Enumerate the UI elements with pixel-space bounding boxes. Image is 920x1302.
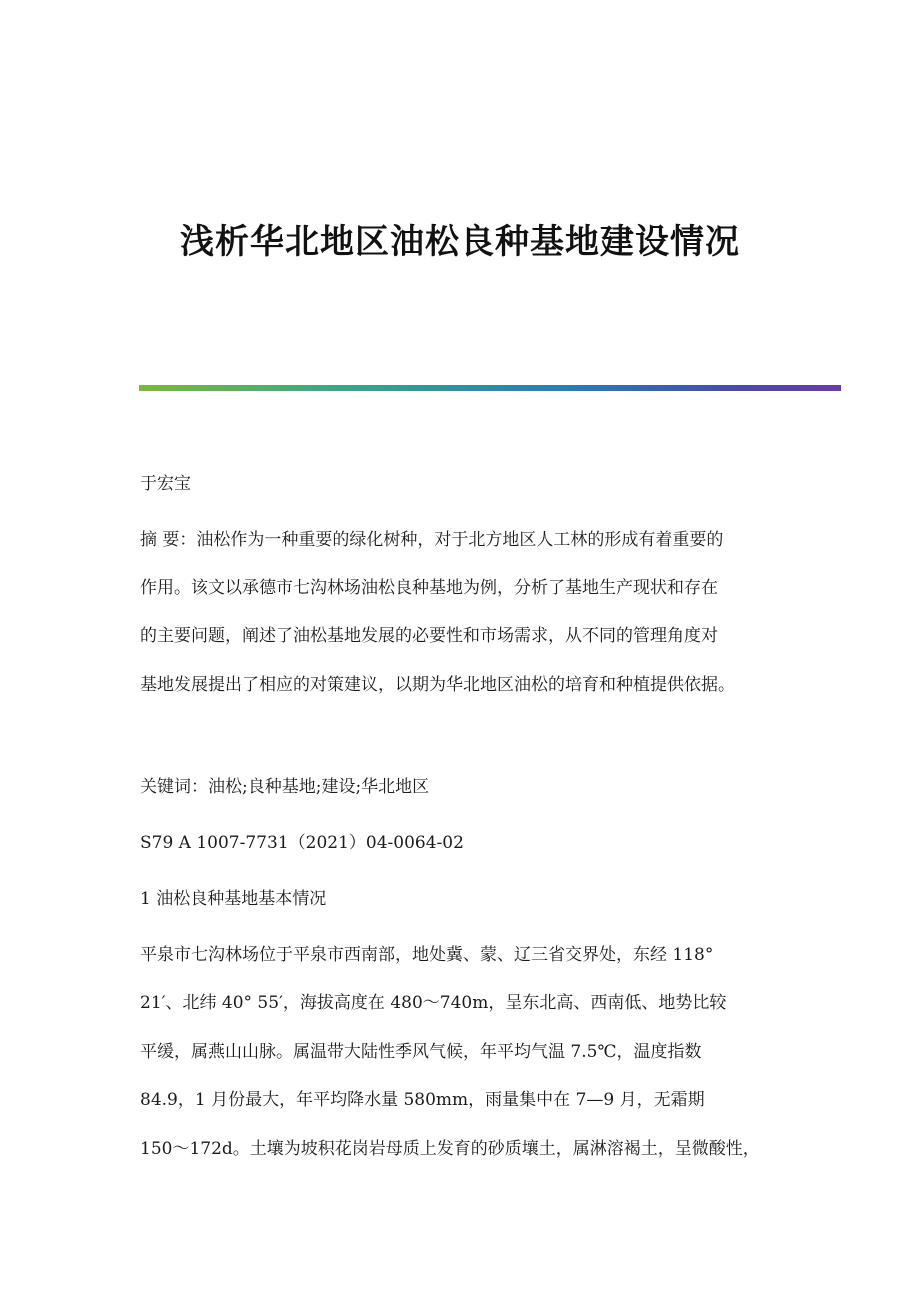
abstract-line: 基地发展提出了相应的对策建议，以期为华北地区油松的培育和种植提供依据。 <box>140 675 735 695</box>
document-title: 浅析华北地区油松良种基地建设情况 <box>180 222 740 262</box>
abstract-line: 作用。该文以承德市七沟林场油松良种基地为例，分析了基地生产现状和存在 <box>140 578 718 598</box>
body-line: 84.9，1 月份最大，年平均降水量 580mm，雨量集中在 7—9 月，无霜期 <box>140 1090 705 1110</box>
abstract-line: 的主要问题，阐述了油松基地发展的必要性和市场需求，从不同的管理角度对 <box>140 626 718 646</box>
body-line: 平泉市七沟林场位于平泉市西南部，地处冀、蒙、辽三省交界处，东经 118° <box>140 945 714 965</box>
body-line: 21′、北纬 40° 55′，海拔高度在 480～740m，呈东北高、西南低、地势比较 <box>140 993 727 1013</box>
author-name: 于宏宝 <box>140 474 191 494</box>
body-line: 150～172d。土壤为坡积花岗岩母质上发育的砂质壤土，属淋溶褐土，呈微酸性， <box>140 1139 760 1159</box>
section-heading: 1 油松良种基地基本情况 <box>140 889 327 909</box>
abstract-line: 摘 要：油松作为一种重要的绿化树种，对于北方地区人工林的形成有着重要的 <box>140 530 724 550</box>
classification-code: S79 A 1007-7731（2021）04-0064-02 <box>140 833 464 853</box>
title-divider <box>139 385 841 391</box>
keywords: 关键词：油松;良种基地;建设;华北地区 <box>140 777 430 797</box>
body-line: 平缓，属燕山山脉。属温带大陆性季风气候，年平均气温 7.5℃，温度指数 <box>140 1042 702 1062</box>
